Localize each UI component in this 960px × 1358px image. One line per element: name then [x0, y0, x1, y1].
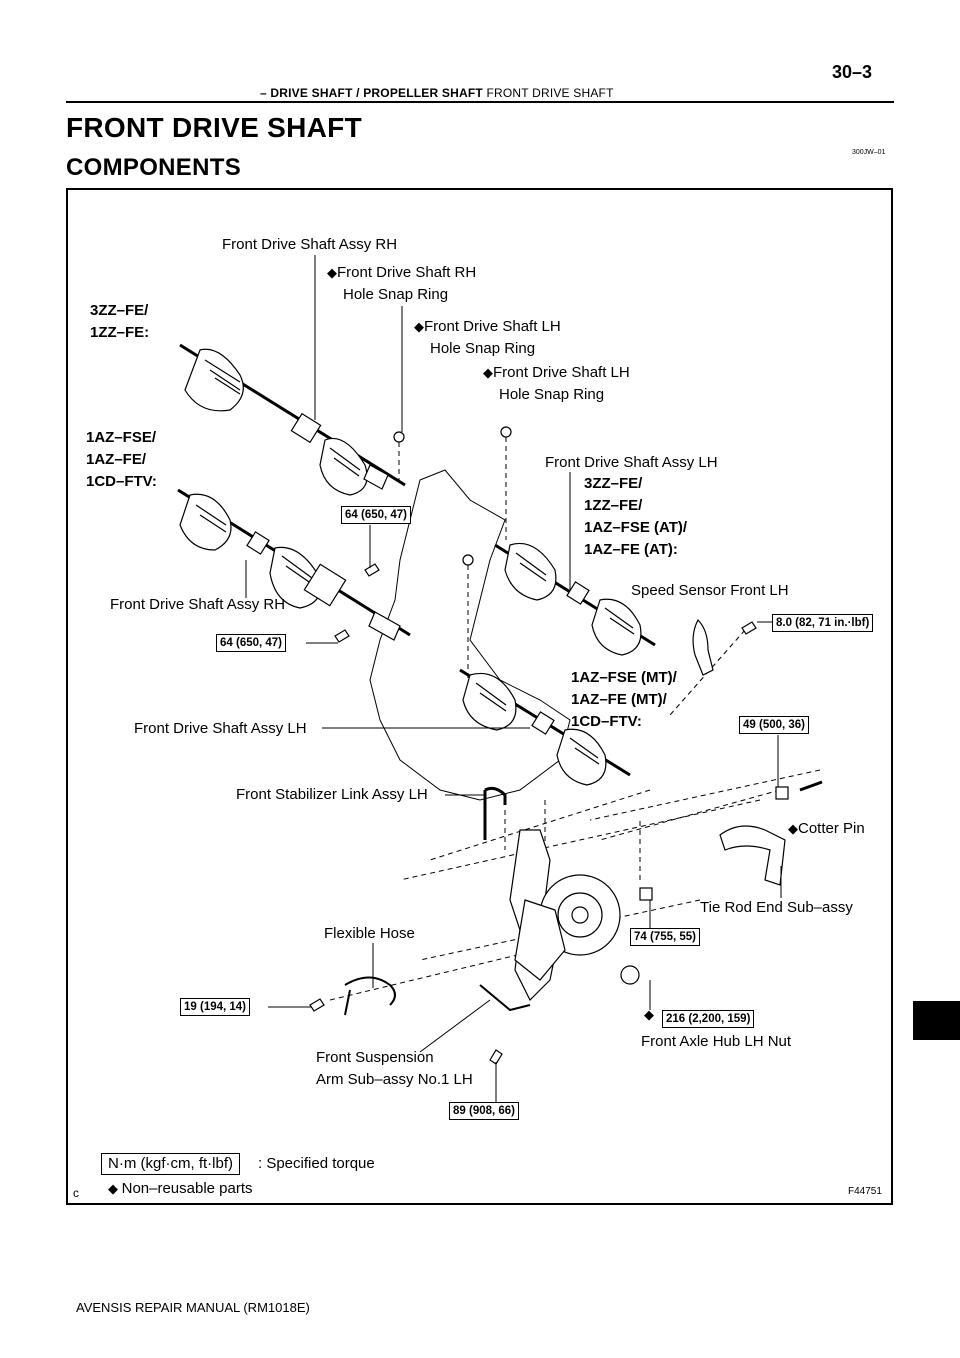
tie-rod-shape — [720, 826, 785, 885]
label-engine-3zz: 3ZZ–FE/ — [90, 302, 149, 319]
drive-shaft-rh-upper — [180, 345, 405, 495]
legend-nonreusable: ◆ Non–reusable parts — [108, 1180, 253, 1197]
label-hub-nut: Front Axle Hub LH Nut — [641, 1033, 792, 1050]
label-assy-rh-top: Front Drive Shaft Assy RH — [222, 236, 398, 253]
torque-64-b: 64 (650, 47) — [216, 634, 286, 652]
label-engine-1zz-b: 1ZZ–FE/ — [584, 497, 643, 514]
snap-ring-rh — [394, 432, 404, 442]
nonreusable-icon: ◆ — [108, 1181, 122, 1196]
label-engine-1cd-b: 1CD–FTV: — [571, 713, 642, 730]
torque-64-a: 64 (650, 47) — [341, 506, 411, 524]
label-assy-lh-mid: Front Drive Shaft Assy LH — [134, 720, 307, 737]
label-tie-rod: Tie Rod End Sub–assy — [700, 899, 853, 916]
speed-sensor-shape — [693, 620, 713, 675]
label-engine-1azfse: 1AZ–FSE/ — [86, 429, 157, 446]
knuckle-hub-assembly — [510, 830, 620, 1000]
nonreusable-icon: ◆ — [414, 319, 424, 334]
label-engine-1azfe: 1AZ–FE/ — [86, 451, 147, 468]
legend-unit-description: : Specified torque — [258, 1155, 375, 1172]
nonreusable-icon: ◆ — [788, 821, 798, 836]
header-section: – DRIVE SHAFT / PROPELLER SHAFT — [260, 86, 483, 100]
snap-ring-lh-b — [501, 427, 511, 437]
torque-49: 49 (500, 36) — [739, 716, 809, 734]
cotter-pin-shape — [800, 782, 822, 790]
label-suspension-arm-1: Front Suspension — [316, 1049, 434, 1066]
corner-mark: c — [73, 1186, 79, 1200]
torque-74: 74 (755, 55) — [630, 928, 700, 946]
label-engine-1azfse-mt: 1AZ–FSE (MT)/ — [571, 669, 677, 686]
label-snap-ring-lh-b: ◆Front Drive Shaft LH — [483, 364, 630, 381]
label-snap-ring-lh-b-2: Hole Snap Ring — [499, 386, 605, 403]
page-number: 30–3 — [832, 62, 873, 82]
flexible-hose-shape — [345, 978, 395, 1016]
suspension-arm-shape — [480, 985, 530, 1010]
section-thumb-tab — [913, 1001, 960, 1040]
label-snap-ring-rh-2: Hole Snap Ring — [343, 286, 449, 303]
label-snap-ring-lh-a-2: Hole Snap Ring — [430, 340, 536, 357]
label-flexible-hose: Flexible Hose — [324, 925, 415, 942]
header-subsection: FRONT DRIVE SHAFT — [486, 86, 614, 100]
label-hub-nut-marker — [644, 1004, 654, 1026]
label-engine-3zz-b: 3ZZ–FE/ — [584, 475, 643, 492]
document-code: 300JW–01 — [852, 149, 886, 156]
torque-19: 19 (194, 14) — [180, 998, 250, 1016]
label-snap-ring-rh: ◆Front Drive Shaft RH — [327, 264, 477, 281]
page-title: FRONT DRIVE SHAFT — [66, 112, 362, 143]
label-suspension-arm-2: Arm Sub–assy No.1 LH — [316, 1071, 473, 1088]
torque-216: 216 (2,200, 159) — [662, 1010, 754, 1028]
legend-unit-box: N·m (kgf·cm, ft·lbf) — [101, 1153, 240, 1175]
torque-8: 8.0 (82, 71 in.·lbf) — [772, 614, 873, 632]
nonreusable-icon: ◆ — [644, 1007, 654, 1022]
nonreusable-icon: ◆ — [327, 265, 337, 280]
label-speed-sensor: Speed Sensor Front LH — [631, 582, 789, 599]
snap-ring-lh-a — [463, 555, 473, 565]
nonreusable-icon: ◆ — [483, 365, 493, 380]
footer-manual-title: AVENSIS REPAIR MANUAL (RM1018E) — [76, 1300, 310, 1315]
label-engine-1azfse-at: 1AZ–FSE (AT)/ — [584, 519, 688, 536]
label-engine-1azfe-at: 1AZ–FE (AT): — [584, 541, 678, 558]
figure-id: F44751 — [848, 1186, 882, 1197]
label-engine-1azfe-mt: 1AZ–FE (MT)/ — [571, 691, 667, 708]
section-title: COMPONENTS — [66, 154, 242, 181]
label-stabilizer-link: Front Stabilizer Link Assy LH — [236, 786, 428, 803]
label-cotter-pin: ◆Cotter Pin — [788, 820, 865, 837]
torque-89: 89 (908, 66) — [449, 1102, 519, 1120]
label-engine-1cd: 1CD–FTV: — [86, 473, 157, 490]
label-snap-ring-lh-a: ◆Front Drive Shaft LH — [414, 318, 561, 335]
label-assy-rh-mid: Front Drive Shaft Assy RH — [110, 596, 286, 613]
label-engine-1zz: 1ZZ–FE: — [90, 324, 150, 341]
label-assy-lh-top: Front Drive Shaft Assy LH — [545, 454, 718, 471]
